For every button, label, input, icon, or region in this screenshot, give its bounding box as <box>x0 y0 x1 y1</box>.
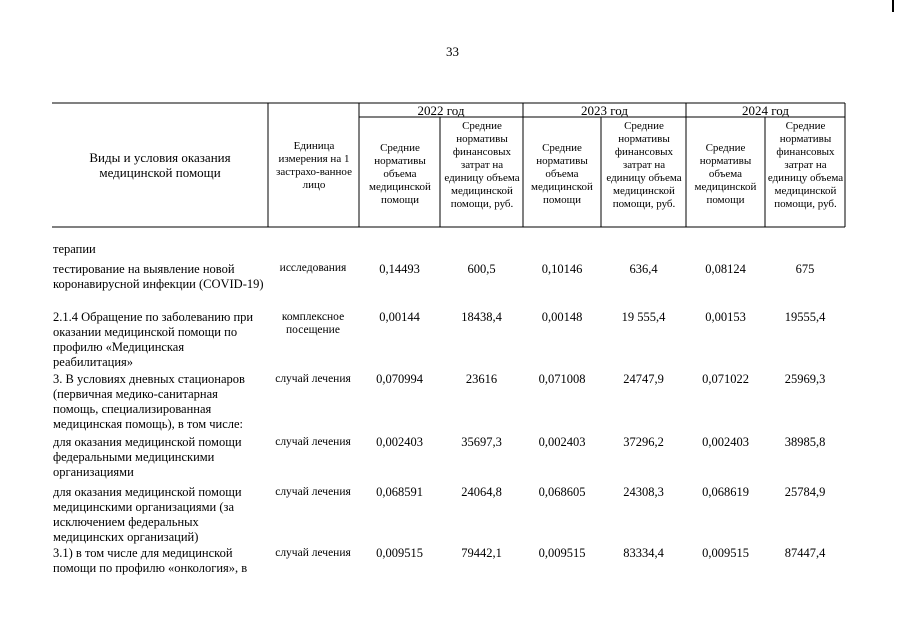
header-cost-2024: Средние нормативы финансовых затрат на единицу объема медицинской помощи, руб. <box>767 120 844 210</box>
row-2-v5: 19555,4 <box>784 310 826 324</box>
header-cost-2022: Средние нормативы финансовых затрат на единицу объема медицинской помощи, руб. <box>444 120 520 210</box>
header-volume-2024: Средние нормативы объема медицинской помощи <box>694 142 757 206</box>
row-2-name: 2.1.4 Обращение по заболеванию при оказании медицинской помощи по профилю «Медицинская реабилитация» <box>53 310 254 369</box>
row-4-v2: 0,002403 <box>538 435 586 449</box>
row-2-unit: комплексное посещение <box>281 311 345 336</box>
header-volume-2023: Средние нормативы объема медицинской помощи <box>531 142 593 206</box>
header-col-type: Виды и условия оказания медицинской помощи <box>89 150 231 180</box>
row-1-v5: 675 <box>795 262 815 276</box>
row-4-v1: 35697,3 <box>461 435 502 449</box>
row-5-v1: 24064,8 <box>461 485 502 499</box>
row-3-name: 3. В условиях дневных стационаров (первичная медико-санитарная помощь, специализированная медицинская помощь), в том числе: <box>53 372 245 431</box>
row-4-name: для оказания медицинской помощи федеральными медицинскими организациями <box>53 435 242 479</box>
row-1-v2: 0,10146 <box>541 262 583 276</box>
row-6-v0: 0,009515 <box>376 546 423 560</box>
row-3-v0: 0,070994 <box>376 372 423 386</box>
header-year-2022: 2022 год <box>417 103 465 118</box>
row-5-v5: 25784,9 <box>784 485 826 499</box>
row-3-v1: 23616 <box>465 372 498 386</box>
row-1-unit: исследования <box>279 262 347 274</box>
row-3-v3: 24747,9 <box>623 372 664 386</box>
row-5-v4: 0,068619 <box>702 485 749 499</box>
row-4-v4: 0,002403 <box>702 435 749 449</box>
row-2-v3: 19 555,4 <box>621 310 666 324</box>
row-6-v2: 0,009515 <box>538 546 586 560</box>
row-3-v4: 0,071022 <box>702 372 749 386</box>
row-5-v3: 24308,3 <box>623 485 664 499</box>
row-1-v0: 0,14493 <box>379 262 420 276</box>
row-5-name: для оказания медицинской помощи медицинскими организациями (за исключением федеральных медицинских организаций) <box>53 485 242 544</box>
row-4-unit: случай лечения <box>275 436 351 448</box>
row-4-v0: 0,002403 <box>376 435 423 449</box>
header-year-2024: 2024 год <box>742 103 789 118</box>
row-2-v0: 0,00144 <box>379 310 420 324</box>
row-2-v4: 0,00153 <box>705 310 746 324</box>
row-6-v1: 79442,1 <box>461 546 502 560</box>
row-5-unit: случай лечения <box>275 486 351 498</box>
row-4-v3: 37296,2 <box>623 435 664 449</box>
row-6-v4: 0,009515 <box>702 546 749 560</box>
row-6-name: 3.1) в том числе для медицинской помощи по профилю «онкология», в <box>53 546 248 575</box>
row-2-v1: 18438,4 <box>461 310 502 324</box>
row-6-unit: случай лечения <box>275 547 351 559</box>
page-number: 33 <box>446 44 459 59</box>
row-2-v2: 0,00148 <box>541 310 583 324</box>
header-col-unit: Единица измерения на 1 застрахо-ванное лицо <box>276 140 352 191</box>
header-volume-2022: Средние нормативы объема медицинской помощи <box>369 142 431 206</box>
row-6-v3: 83334,4 <box>623 546 664 560</box>
row-5-v0: 0,068591 <box>376 485 423 499</box>
row-3-v5: 25969,3 <box>784 372 826 386</box>
row-3-v2: 0,071008 <box>538 372 586 386</box>
row-5-v2: 0,068605 <box>538 485 586 499</box>
row-3-unit: случай лечения <box>275 373 351 385</box>
row-1-v3: 636,4 <box>629 262 658 276</box>
row-1-name: тестирование на выявление новой коронавирусной инфекции (COVID-19) <box>53 262 264 291</box>
header-cost-2023: Средние нормативы финансовых затрат на единицу объема медицинской помощи, руб. <box>606 120 682 210</box>
row-0-name: терапии <box>53 242 96 256</box>
row-1-v1: 600,5 <box>467 262 496 276</box>
row-4-v5: 38985,8 <box>784 435 826 449</box>
header-year-2023: 2023 год <box>581 103 628 118</box>
row-1-v4: 0,08124 <box>705 262 746 276</box>
row-6-v5: 87447,4 <box>784 546 826 560</box>
